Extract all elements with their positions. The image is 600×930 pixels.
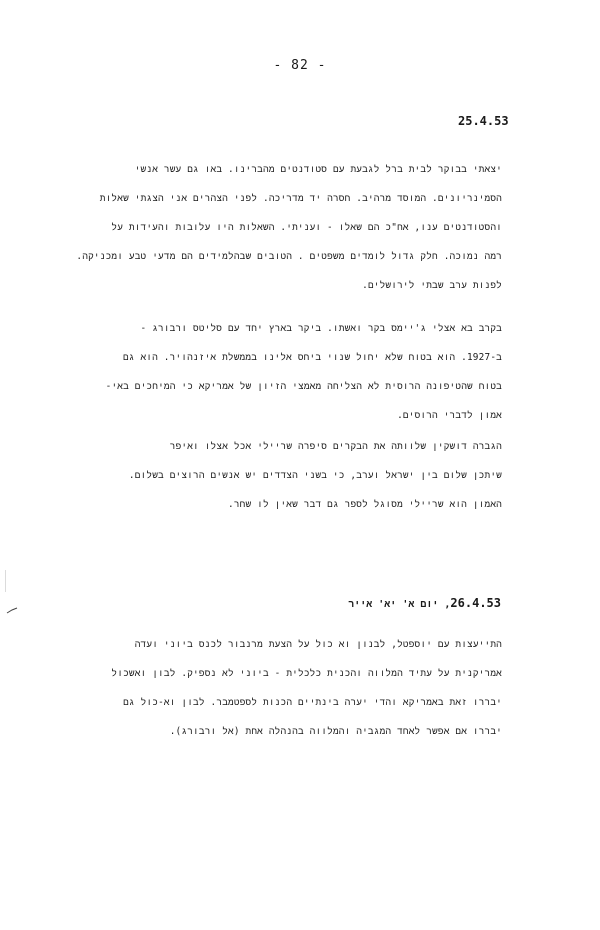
- text-line: ב-1927. הוא בטוח שלא יחול שנוי ביחס אלינו בממשלת איזנהויר. הוא גם: [122, 352, 502, 363]
- page-number: - 82 -: [273, 58, 327, 73]
- text-line: בקרב בא אצלי ג'יימס בקר ואשתו. ביקר בארץ יחד עם סליטס ורבורג -: [140, 323, 502, 334]
- paragraph: [62, 432, 502, 519]
- entry-heading: [0, 596, 501, 611]
- entry-day-label: יום א' יא' אייר: [348, 599, 439, 610]
- text-line: בטוח שהטיפונה הרוסית לא הצליחה מאמצי הזיון של אמריקא כי המיחכים באי-: [105, 381, 502, 392]
- text-line: האמון הוא שריילי מסוגל לספר גם דבר שאין לו שחר.: [227, 499, 502, 510]
- entry-date: 26.4.53: [450, 596, 501, 610]
- paragraph: [62, 155, 502, 300]
- text-line: רמה נמוכה. חלק גדול לומדים משפטים . הטובים שבהלמידים הם מדעי טבע ומכניקה.: [76, 251, 502, 262]
- text-line: התייעצות עם יוספטל, לבנון וא כול על הצעת מרנבור לכנס ביוני ועדה: [134, 639, 502, 650]
- paragraph: [62, 314, 502, 430]
- text-line: הסמינריונים. המוסד מרהיב. חסרה יד מדריכה. לפני הצהרים אני הצגתי שאלות: [99, 193, 502, 204]
- text-line: לפנות ערב שבתי לירושלים.: [362, 280, 502, 291]
- entry-date-separator: ,: [438, 599, 451, 610]
- text-line: יבררו זאת באמריקא והדי יערה בינתיים הכנות לספטמבר. לבון וא-כול גם: [123, 697, 502, 708]
- entry-date: 25.4.53: [458, 114, 509, 128]
- text-line: והסטודנטים ענו, אח"כ הם שאלו - ועניתי. השאלות היו עלובות והעידות על: [111, 222, 502, 233]
- text-line: יבררו אם אפשר לאחד המגביה והמלווה בהנהלה אחת (אל ורבורג).: [169, 726, 502, 737]
- text-line: הגברה דושקין שלוותה את הבקרים סיפרה שריילי אכל אצלו ואיפר: [169, 441, 502, 452]
- margin-scribble: [4, 570, 7, 592]
- paragraph: [62, 630, 502, 746]
- text-line: יצאתי בבוקר לבית ברל לגבעת עם סטודנטים מהברינו. באו גם עשר אנשי: [134, 164, 502, 175]
- text-line: שיתכן שלום בין ישראל וערב, כי בשני הצדדים יש אנשים הרוצים בשלום.: [128, 470, 502, 481]
- text-line: אמון לדברי הרוסים.: [397, 410, 502, 421]
- text-line: אמריקנית על עתיד המלווה והכנית כלכלית - ביוני לא נספיק. לבון ואשכול: [111, 668, 502, 679]
